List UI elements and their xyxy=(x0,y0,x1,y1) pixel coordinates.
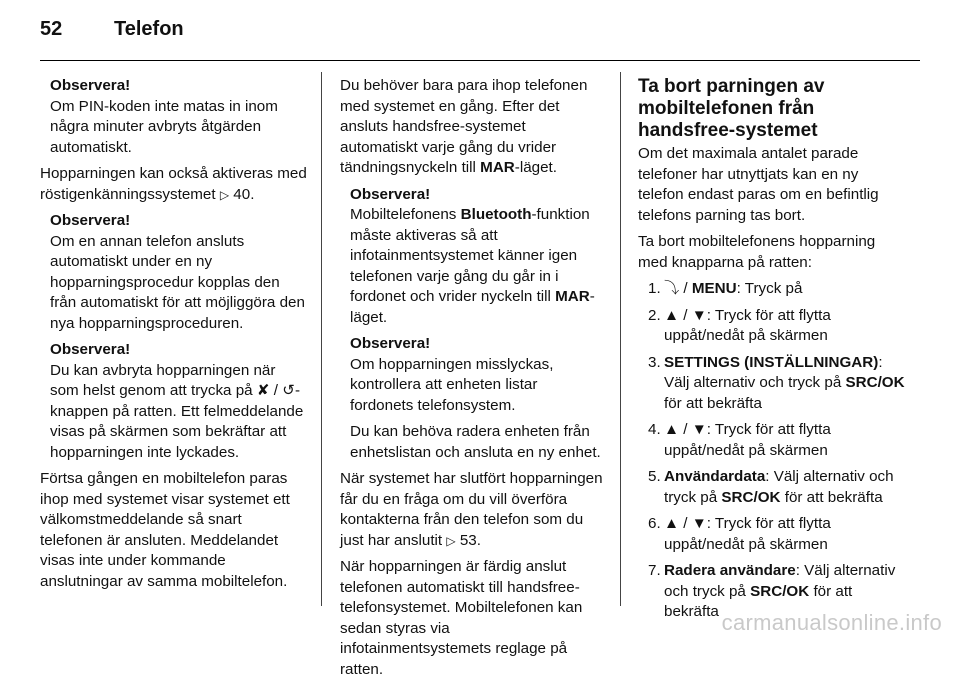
list-item: 4. ▲ / ▼: Tryck för att flytta uppåt/nedåt på skärmen xyxy=(648,421,831,459)
list-item: 3. SETTINGS (INSTÄLLNINGAR): Välj alternativ och tryck på SRC/OK för att bekräfta xyxy=(648,353,905,412)
list-item: 5. Användardata: Välj alternativ och tryck på SRC/OK för att bekräfta xyxy=(648,468,894,506)
note-failed-pairing xyxy=(350,334,604,463)
paragraph: Du behöver bara para ihop telefonen med systemet en gång. Efter det ansluts handsfree-systemet automatiskt varje gång du vrider tändningsnyckeln till MAR-läget. xyxy=(340,77,588,176)
column-divider xyxy=(321,72,322,606)
page-number: 52 xyxy=(40,18,63,40)
page-header xyxy=(40,18,184,41)
column-divider xyxy=(620,72,621,606)
page-ref: 53. xyxy=(459,531,481,549)
list-item: 7. Radera användare: Välj alternativ och tryck på SRC/OK för att bekräfta xyxy=(648,562,896,620)
note-text: Du kan behöva radera enheten från enhetslistan och ansluta en ny enhet. xyxy=(350,423,601,461)
paragraph: När systemet har slutfört hopparningen får du en fråga om du vill överföra kontakterna från den telefon som du just har anslutit ▷ 53. xyxy=(340,470,603,549)
note-heading: Observera! xyxy=(50,341,131,358)
paragraph: Hopparningen kan också aktiveras med röstigenkänningssystemet ▷ 40. xyxy=(40,165,307,203)
note-other-phone xyxy=(50,211,308,334)
list-item: 2. ▲ / ▼: Tryck för att flytta uppåt/nedåt på skärmen xyxy=(648,306,831,344)
note-text: Om en annan telefon ansluts automatiskt under en ny hopparningsprocedur kopplas den från automatiskt för att möjliggöra den nya hopparningsproceduren. xyxy=(50,232,305,332)
paragraph: Ta bort mobiltelefonens hopparning med knapparna på ratten: xyxy=(638,233,876,271)
phone-icon: ⤵ xyxy=(664,280,680,297)
mute-call-icon: ✘ / xyxy=(256,382,278,399)
page-ref-icon: ▷ xyxy=(446,533,456,548)
page-ref-icon: ▷ xyxy=(219,187,230,202)
note-pin xyxy=(50,76,308,158)
note-heading: Observera! xyxy=(350,185,431,203)
steps-list xyxy=(638,279,908,623)
paragraph: Förtsa gången en mobiltelefon paras ihop med systemet visar systemet ett välkomstmeddelande så snart telefonen är ansluten. Meddelandet visas inte under kommande anslutningar av samma mobiltelefon. xyxy=(40,470,290,590)
column-1 xyxy=(40,76,308,598)
paragraph: När hopparningen är färdig anslut telefonen automatiskt till handsfree-telefonsystemet. Mobiltelefonen kan sedan styras via infotainmentsystemets reglage på ratten. xyxy=(340,558,583,678)
note-cancel: Observera! Du kan avbryta hopparningen när som helst genom att trycka på ✘ / ↺-knappen på ratten. Ett felmeddelande visas på skärmen som bekräftar att hopparningen inte lyckades. xyxy=(50,340,308,463)
note-bluetooth: Observera! Mobiltelefonens Bluetooth-funktion måste aktiveras så att infotainmentsystemet känner igen telefonen varje gång du går in i fordonet och vrider nyckeln till MAR-läget. xyxy=(350,185,604,329)
note-heading: Observera! xyxy=(50,77,131,94)
note-heading: Observera! xyxy=(50,212,131,229)
list-item: 6. ▲ / ▼: Tryck för att flytta uppåt/nedåt på skärmen xyxy=(648,515,831,553)
note-heading: Observera! xyxy=(350,335,431,352)
column-3 xyxy=(638,76,908,629)
paragraph: Om det maximala antalet parade telefoner har utnyttjats kan en ny telefon endast paras om en befintlig telefons parning tas bort. xyxy=(638,145,879,224)
section-heading: Ta bort parningen av mobiltelefonen från handsfree-systemet xyxy=(638,76,825,141)
page-title: Telefon xyxy=(114,18,184,40)
page-ref: 40. xyxy=(233,185,255,203)
note-text: Om PIN-koden inte matas in inom några minuter avbryts åtgärden automatiskt. xyxy=(50,97,278,156)
note-text: Om hopparningen misslyckas, kontrollera att enheten listar fordonets telefonsystem. xyxy=(350,355,554,414)
list-item: 1. ⤵ / MENU: Tryck på xyxy=(648,280,803,297)
back-arrow-icon: ↺ xyxy=(282,382,295,399)
watermark[interactable]: carmanualsonline.info xyxy=(721,610,942,635)
column-2 xyxy=(340,76,604,686)
header-rule xyxy=(40,60,920,61)
